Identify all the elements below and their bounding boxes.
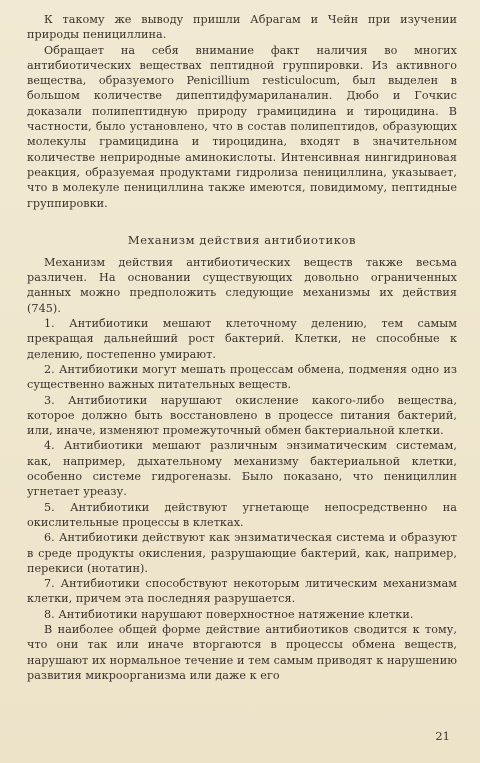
list-item: 3. Антибиотики нарушают окисление какого-либо вещества, которое должно быть восстановлено в процессе питания бактерий, или, иначе, изменяют промежуточный обмен бактериальной клетки.: [27, 393, 457, 438]
page-number: 21: [435, 729, 450, 743]
section-heading: Механизм действия антибиотиков: [127, 232, 357, 247]
list-item: 6. Антибиотики действуют как энзиматическая система и образуют в среде продукты окисления, разрушающие бактерий, как, например, перекиси (нотатин).: [27, 531, 457, 575]
paragraph: К такому же выводу пришли Абрагам и Чейн при изучении природы пенициллина.: [27, 13, 457, 42]
list-item: 4. Антибиотики мешают различным энзиматическим системам, как, например, дыхательному механизму бактериальной клетки, особенно системе гидрогеназы. Было показано, что пенициллин угнетает уреазу.: [27, 439, 457, 499]
list-item: 7. Антибиотики способствуют некоторым литическим механизмам клетки, причем эта последняя разрушается.: [27, 577, 457, 606]
paragraph: Механизм действия антибиотических веществ также весьма различен. На основании существующих довольно ограниченных данных можно предположить следующие механизмы их действия (745).: [27, 255, 457, 315]
list-item: 5. Антибиотики действуют угнетающе непосредственно на окислительные процессы в клетках.: [27, 500, 457, 529]
list-item: 8. Антибиотики нарушают поверхностное натяжение клетки.: [44, 607, 414, 621]
paragraph: Обращает на себя внимание факт наличия во многих антибиотических веществах пептидной группировки. Из активного вещества, образуемого Penicillium resticulocum, был выделен в большом количестве дипептидфумариланалин. Дюбо и Гочкис доказали полипептидную природу грамицидина и тироцидина. В частности, было установлено, что в состав полипептидов, образующих молекулы грамицидина и тироцидина, входят в значительном количестве неприродные аминокислоты. Интенсивная нингидриновая реакция, образуемая продуктами гидролиза пенициллина, указывает, что в молекуле пенициллина также имеются, повидимому, пептидные группировки.: [27, 43, 457, 210]
paragraph: В наиболее общей форме действие антибиотиков сводится к тому, что они так или иначе вторгаются в процессы обмена веществ, нарушают их нормальное течение и тем самым приводят к нарушению развития микроорганизма или даже к его: [27, 622, 457, 682]
list-item: 2. Антибиотики могут мешать процессам обмена, подменяя одно из существенно важных питательных веществ.: [27, 362, 457, 392]
list-item: 1. Антибиотики мешают клеточному делению, тем самым прекращая дальнейший рост бактерий. Клетки, не способные к делению, постепенно умирают.: [27, 317, 457, 361]
